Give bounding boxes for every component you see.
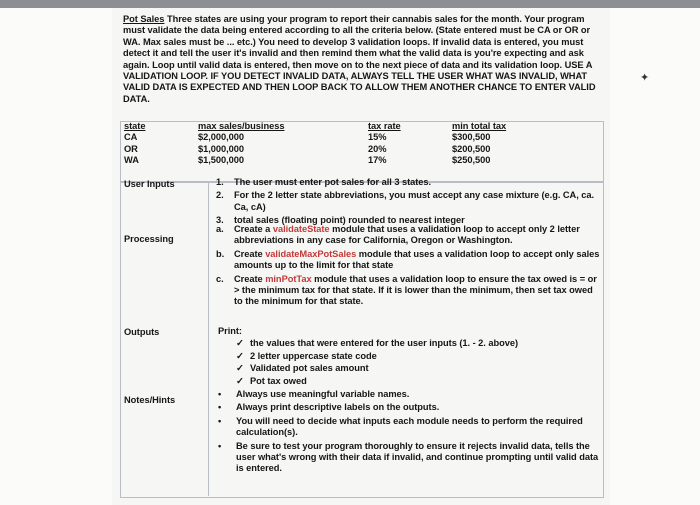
item-text: the values that were entered for the user inputs (1. - 2. above) — [250, 338, 519, 349]
top-border-strip — [0, 0, 700, 8]
processing-list — [216, 224, 600, 308]
list-item — [218, 389, 602, 400]
max-sales-cell: $1,000,000 — [198, 143, 245, 154]
bullet-icon: • — [218, 415, 222, 426]
list-item — [236, 351, 600, 362]
state-cell: WA — [124, 155, 139, 166]
pointer-cursor-icon: ✦ — [640, 72, 650, 84]
module-name: validateMaxPotSales — [265, 248, 357, 259]
table-row — [120, 144, 604, 155]
item-marker: 3. — [216, 215, 224, 226]
user-inputs-label: User Inputs — [124, 179, 175, 189]
bullet-icon: • — [218, 389, 222, 399]
header-max-sales: max sales/business — [198, 121, 285, 131]
list-item — [216, 274, 600, 308]
item-text: Create minPotTax module that uses a validation loop to ensure the tax owed is = or > the minimum tax for that state. If it is lower than the minimum, then set tax owed to the minimum for that state. — [234, 273, 597, 307]
bullet-icon: • — [218, 440, 222, 451]
notes-label: Notes/Hints — [124, 395, 176, 405]
item-text: Create validateMaxPotSales module that uses a validation loop to accept only sales amounts up to the limit for that state — [234, 248, 600, 271]
list-item — [216, 249, 600, 272]
max-sales-cell: $1,500,000 — [198, 155, 245, 166]
outputs-checklist — [218, 338, 600, 387]
item-text: Validated pot sales amount — [250, 363, 369, 374]
item-text: total sales (floating point) rounded to nearest integer — [234, 215, 465, 226]
outputs-label: Outputs — [124, 327, 160, 337]
list-item — [236, 338, 600, 349]
list-item — [236, 363, 600, 374]
intro-paragraph — [123, 14, 601, 105]
checkmark-icon: ✓ — [236, 350, 244, 361]
state-cell: OR — [124, 143, 138, 154]
tax-rate-cell: 17% — [368, 155, 387, 166]
table-row — [120, 155, 604, 166]
item-text: Pot tax owed — [250, 375, 307, 386]
criteria-header-row — [120, 121, 604, 132]
item-text: You will need to decide what inputs each module needs to perform the required calculation(s). — [236, 415, 583, 438]
min-tax-cell: $200,500 — [452, 143, 491, 154]
tax-rate-cell: 15% — [368, 132, 387, 143]
item-text: Always use meaningful variable names. — [236, 389, 410, 399]
notes-list — [218, 389, 602, 475]
module-name: minPotTax — [265, 273, 312, 284]
item-text: Always print descriptive labels on the outputs. — [236, 402, 440, 413]
item-text: The user must enter pot sales for all 3 states. — [234, 177, 432, 187]
checkmark-icon: ✓ — [236, 338, 244, 349]
module-name: validateState — [272, 224, 330, 234]
max-sales-cell: $2,000,000 — [198, 132, 245, 143]
list-item — [218, 402, 602, 413]
tax-rate-cell: 20% — [368, 143, 387, 154]
checkmark-icon: ✓ — [236, 363, 244, 374]
item-marker: b. — [216, 248, 225, 259]
list-item — [216, 224, 600, 247]
min-tax-cell: $300,500 — [452, 132, 491, 143]
item-marker: 2. — [216, 190, 224, 201]
header-state: state — [124, 121, 146, 131]
item-marker: c. — [216, 273, 224, 284]
list-item — [218, 416, 602, 439]
processing-label: Processing — [124, 234, 174, 244]
header-tax-rate: tax rate — [368, 121, 401, 131]
list-item — [218, 441, 602, 475]
state-cell: CA — [124, 132, 138, 143]
label-column-divider — [120, 181, 209, 496]
intro-lead: Pot Sales — [123, 14, 165, 24]
bullet-icon: • — [218, 402, 222, 413]
item-marker: a. — [216, 224, 224, 234]
user-inputs-list — [216, 177, 600, 227]
list-item — [236, 376, 600, 387]
assignment-document — [120, 12, 604, 502]
header-min-tax: min total tax — [452, 121, 507, 131]
item-marker: 1. — [216, 177, 224, 187]
item-text: Create a validateState module that uses a validation loop to accept only 2 letter abbreviations in any case for California, Oregon or Washington. — [234, 224, 580, 246]
criteria-table — [120, 121, 604, 167]
outputs-block — [218, 326, 600, 387]
item-text: Be sure to test your program thoroughly to ensure it rejects invalid data, tells the user what's wrong with their data if invalid, and continue prompting until valid data is entered. — [236, 440, 599, 474]
list-item — [216, 190, 600, 213]
min-tax-cell: $250,500 — [452, 155, 491, 166]
table-row — [120, 132, 604, 143]
checkmark-icon: ✓ — [236, 375, 244, 386]
list-item — [216, 177, 600, 188]
intro-body: Three states are using your program to report their cannabis sales for the month. Your program must validate the data being entered according to all the criteria below. (State entered must be CA or OR or WA. Max sales must be ... etc.) You need to develop 3 validation loops. If invalid data is entered, you must detect it and tell the user it's invalid and then remind them what the valid data is you're expecting and ask again. Loop until valid data is entered, then move on to the next piece of data and its validation loop. USE A VALIDATION LOOP. IF YOU DETECT INVALID DATA, ALWAYS TELL THE USER WHAT WAS INVALID, WHAT VALID DATA IS EXPECTED AND THEN LOOP BACK TO ALLOW THEM ANOTHER CHANCE TO ENTER VALID DATA. — [123, 14, 596, 104]
item-text: For the 2 letter state abbreviations, you must accept any case mixture (e.g. CA, ca. Ca, cA) — [234, 190, 595, 212]
item-text: 2 letter uppercase state code — [250, 350, 377, 361]
print-label: Print: — [218, 326, 242, 336]
